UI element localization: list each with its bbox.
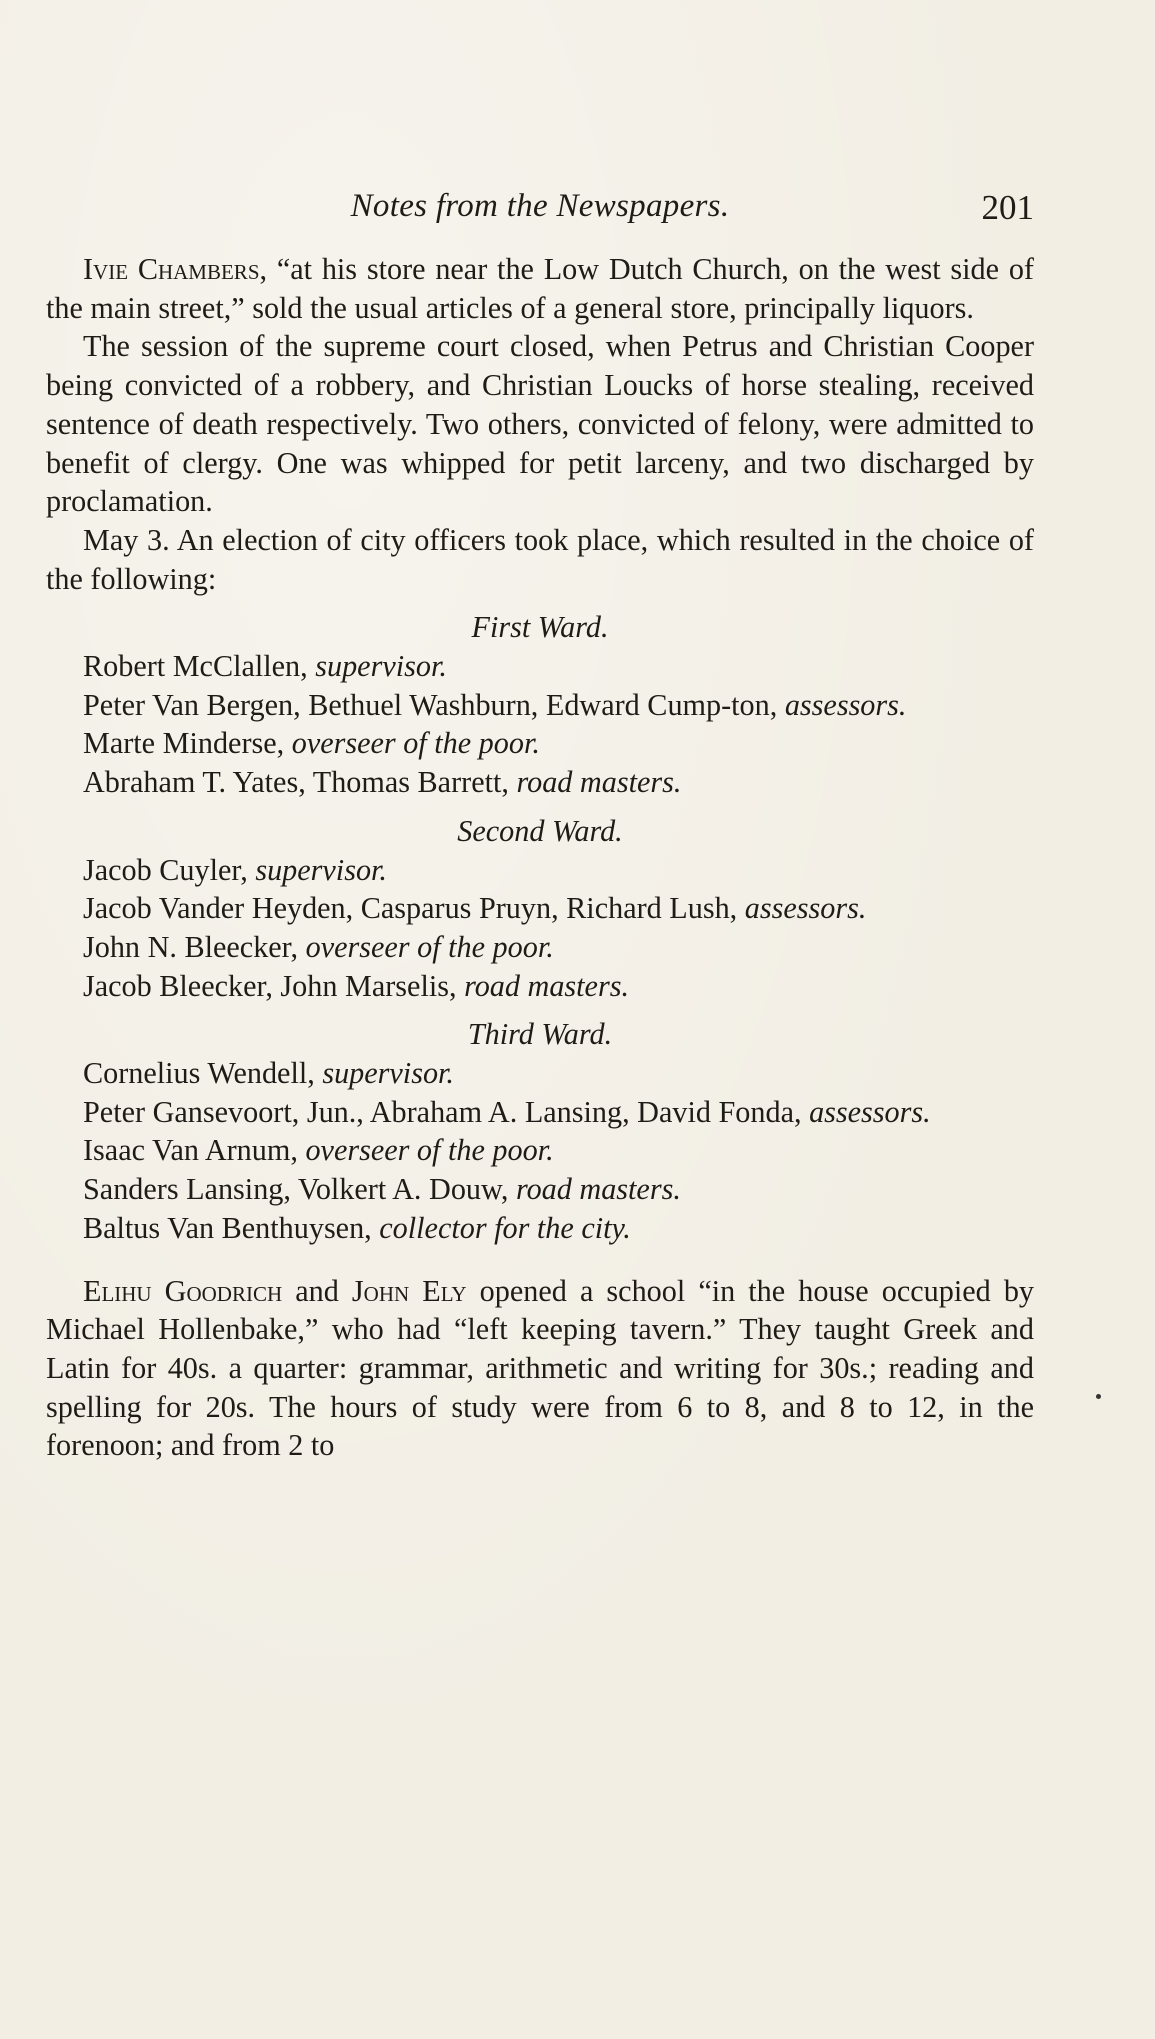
officer-entry (46, 1209, 1034, 1248)
paragraph-text: opened a school “in the house occupied by Michael Hollenbake,” who had “left keeping tavern.” They taught Greek and Latin for 40s. a quarter: grammar, arithmetic and writing for 30s.; reading and spelling for 20s. The hours of study were from 6 to 8, and 8 to 12, in the forenoon; and from 2 to (46, 1273, 1035, 1463)
conjunction: and (282, 1273, 352, 1308)
paragraph-supreme-court: The session of the supreme court closed, when Petrus and Christian Cooper being convicted of a robbery, and Christian Loucks of horse stealing, received sentence of death respectively. Two others, convicted of felony, were admitted to benefit of clergy. One was whipped for petit larceny, and two discharged by proclamation. (46, 329, 1034, 519)
officer-names: Marte Minderse, (83, 726, 292, 761)
running-title: Notes from the Newspapers. (350, 188, 730, 224)
officer-role: assessors. (744, 891, 867, 926)
officer-role: road masters. (515, 1172, 681, 1207)
officer-names: Jacob Cuyler, (83, 852, 256, 887)
officer-entry (46, 1170, 1034, 1209)
officer-names: Peter Van Bergen, Bethuel Washburn, Edward Cump-ton, (83, 687, 785, 722)
officer-entry (46, 889, 1034, 928)
officer-entry (46, 647, 1034, 686)
officer-role: supervisor. (322, 1056, 454, 1091)
officer-role: assessors. (784, 687, 907, 722)
teacher-name: John Ely (351, 1273, 467, 1308)
paragraph-school (46, 1272, 1034, 1466)
officer-names: Cornelius Wendell, (83, 1056, 323, 1091)
officer-names: Abraham T. Yates, Thomas Barrett, (83, 765, 517, 800)
ward-heading: First Ward. (471, 610, 609, 645)
officer-entry (46, 763, 1034, 802)
officer-names: John N. Bleecker, (83, 929, 306, 964)
ward-heading: Third Ward. (467, 1017, 613, 1052)
merchant-name: Ivie Chambers, (83, 252, 268, 286)
officer-entry (46, 928, 1034, 967)
officer-role: road masters. (464, 968, 629, 1003)
officer-entry (46, 851, 1034, 890)
paragraph-election: May 3. An election of city officers took place, which resulted in the choice of the following: (46, 522, 1034, 596)
ward-heading: Second Ward. (457, 813, 623, 848)
officer-entry (46, 724, 1034, 763)
officer-role: supervisor. (255, 852, 387, 887)
teacher-name: Elihu Goodrich (83, 1273, 283, 1308)
ink-speck (1096, 1394, 1101, 1399)
officer-role: overseer of the poor. (291, 726, 540, 761)
officer-names: Jacob Bleecker, John Marselis, (83, 968, 465, 1003)
officer-entry (46, 967, 1034, 1006)
officer-role: overseer of the poor. (305, 929, 554, 964)
paragraph-ivie-chambers (46, 250, 1034, 327)
officer-entry (46, 686, 1034, 725)
paragraph-text: “at his store near the Low Dutch Church, on the west side of the main street,” sold the usual articles of a general store, principally liquors. (46, 252, 1034, 325)
officer-role: overseer of the poor. (305, 1133, 554, 1168)
officer-names: Jacob Vander Heyden, Casparus Pruyn, Richard Lush, (83, 891, 745, 926)
officer-entry (46, 1093, 1034, 1132)
officer-entry (46, 1054, 1034, 1093)
officer-names: Isaac Van Arnum, (83, 1133, 306, 1168)
officer-names: Sanders Lansing, Volkert A. Douw, (83, 1172, 516, 1207)
officer-entry (46, 1131, 1034, 1170)
officer-role: supervisor. (315, 649, 447, 684)
officer-names: Robert McClallen, (83, 649, 316, 684)
officer-role: road masters. (516, 765, 682, 800)
page-number: 201 (981, 188, 1034, 227)
officer-role: collector for the city. (379, 1210, 631, 1245)
officer-names: Baltus Van Benthuysen, (83, 1210, 380, 1245)
officer-role: assessors. (809, 1094, 931, 1129)
officer-names: Peter Gansevoort, Jun., Abraham A. Lansing, David Fonda, (83, 1094, 810, 1129)
page-header (46, 188, 1034, 232)
page-body (46, 250, 1034, 1465)
